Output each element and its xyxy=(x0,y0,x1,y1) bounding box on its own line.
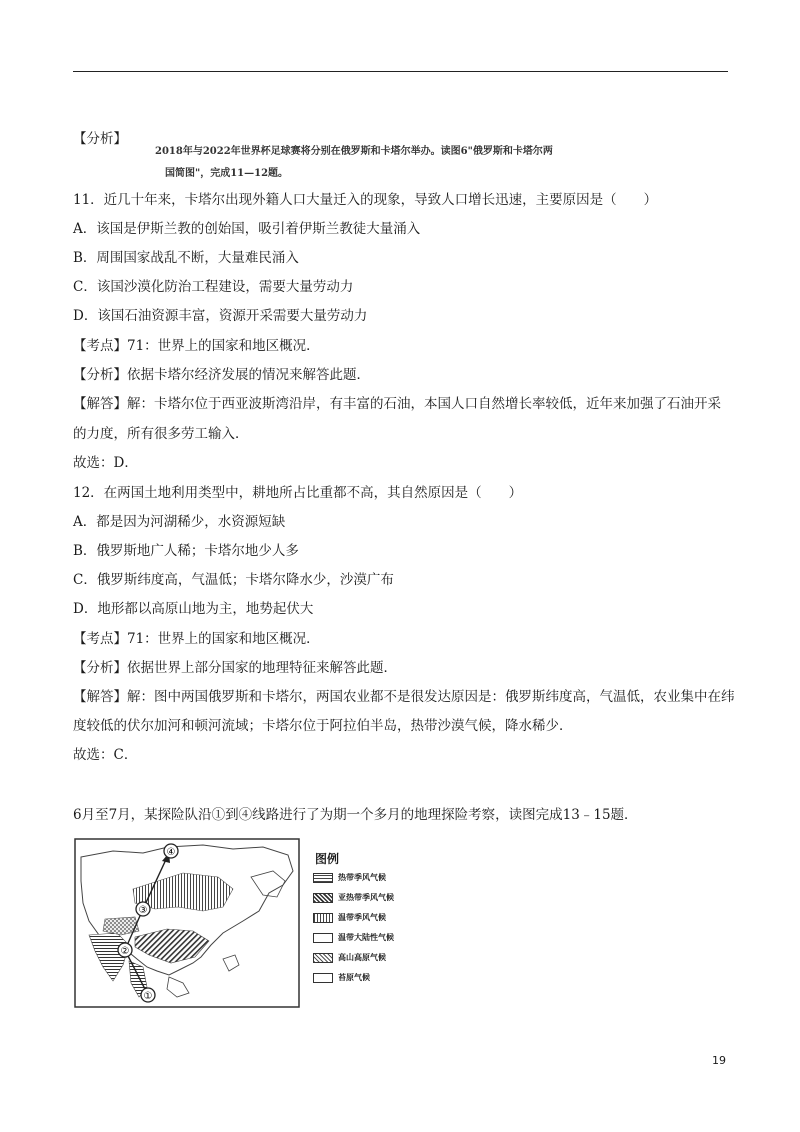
legend-label: 高山高原气候 xyxy=(338,952,386,962)
question-12-answer: 故选：C． xyxy=(73,747,138,763)
legend-item xyxy=(313,868,433,887)
svg-text:①: ① xyxy=(143,991,153,1002)
question-11-answer: 故选：D． xyxy=(73,455,138,471)
legend-item xyxy=(313,908,433,927)
legend-item xyxy=(313,888,433,907)
question-11-kaodian: 【考点】71：世界上的国家和地区概况． xyxy=(73,338,320,354)
temperate-monsoon-swatch xyxy=(313,913,333,923)
question-11-option-a: A．该国是伊斯兰教的创始国，吸引着伊斯兰教徒大量涌入 xyxy=(73,221,421,237)
legend-label: 温带季风气候 xyxy=(338,912,386,922)
question-12-jieda: 【解答】解：图中两国俄罗斯和卡塔尔，两国农业都不是很发达原因是：俄罗斯纬度高，气温低，农业集中在纬 xyxy=(73,689,735,705)
page-number: 19 xyxy=(712,1054,726,1067)
question-12-jieda-cont: 度较低的伏尔加河和顿河流域；卡塔尔位于阿拉伯半岛，热带沙漠气候，降水稀少． xyxy=(73,718,573,734)
legend-item xyxy=(313,928,433,947)
question-12-option-c: C．俄罗斯纬度高，气温低；卡塔尔降水少，沙漠广布 xyxy=(73,572,394,588)
map-legend xyxy=(313,850,433,987)
route-marker-2 xyxy=(118,943,132,957)
legend-label: 苔原气候 xyxy=(338,972,370,982)
asia-map-svg xyxy=(73,837,301,1009)
temperate-continental-swatch xyxy=(313,933,333,943)
question-11-jieda: 【解答】解：卡塔尔位于西亚波斯湾沿岸，有丰富的石油，本国人口自然增长率较低，近年来加强了石油开采 xyxy=(73,396,721,412)
legend-item xyxy=(313,968,433,987)
question-12-option-d: D．地形都以高原山地为主，地势起伏大 xyxy=(73,601,314,617)
analysis-label: 【分析】 xyxy=(73,131,127,147)
header-rule xyxy=(73,71,728,72)
question-12-stem: 12．在两国土地利用类型中，耕地所占比重都不高，其自然原因是（ ） xyxy=(73,485,523,501)
plateau-climate-region xyxy=(103,917,139,935)
question-12-option-a: A．都是因为河湖稀少，水资源短缺 xyxy=(73,514,286,530)
svg-text:④: ④ xyxy=(166,847,176,858)
question-12-fenxi: 【分析】依据世界上部分国家的地理特征来解答此题． xyxy=(73,660,397,676)
legend-title: 图例 xyxy=(315,852,340,866)
question-12-kaodian: 【考点】71：世界上的国家和地区概况． xyxy=(73,631,320,647)
inset-text-line: 国简图"，完成11—12题。 xyxy=(165,168,289,179)
svg-text:③: ③ xyxy=(138,905,148,916)
question-11-option-c: C．该国沙漠化防治工程建设，需要大量劳动力 xyxy=(73,279,354,295)
tropical-monsoon-swatch xyxy=(313,873,333,883)
question-11-jieda-cont: 的力度，所有很多劳工输入． xyxy=(73,426,249,442)
tundra-climate-swatch xyxy=(313,973,333,983)
route-marker-4 xyxy=(164,844,178,858)
section-intro: 6月至7月，某探险队沿①到④线路进行了为期一个多月的地理探险考察，读图完成13﹣15题． xyxy=(73,807,638,823)
legend-label: 温带大陆性气候 xyxy=(338,932,394,942)
legend-item xyxy=(313,948,433,967)
subtropical-monsoon-swatch xyxy=(313,893,333,903)
question-11-option-d: D．该国石油资源丰富，资源开采需要大量劳动力 xyxy=(73,308,368,324)
question-11-stem: 11．近几十年来，卡塔尔出现外籍人口大量迁入的现象，导致人口增长迅速，主要原因是（ ） xyxy=(73,192,658,208)
legend-label: 热带季风气候 xyxy=(338,872,386,882)
svg-text:②: ② xyxy=(120,946,130,957)
question-12-option-b: B．俄罗斯地广人稀；卡塔尔地少人多 xyxy=(73,543,299,559)
route-marker-1 xyxy=(141,988,155,1002)
inset-text-line: 2018年与2022年世界杯足球赛将分别在俄罗斯和卡塔尔举办。读图6"俄罗斯和卡塔尔两 xyxy=(155,146,553,157)
highland-climate-swatch xyxy=(313,953,333,963)
question-11-fenxi: 【分析】依据卡塔尔经济发展的情况来解答此题． xyxy=(73,367,370,383)
question-11-option-b: B．周围国家战乱不断，大量难民涌入 xyxy=(73,250,299,266)
legend-label: 亚热带季风气候 xyxy=(338,892,394,902)
route-marker-3 xyxy=(136,902,150,916)
